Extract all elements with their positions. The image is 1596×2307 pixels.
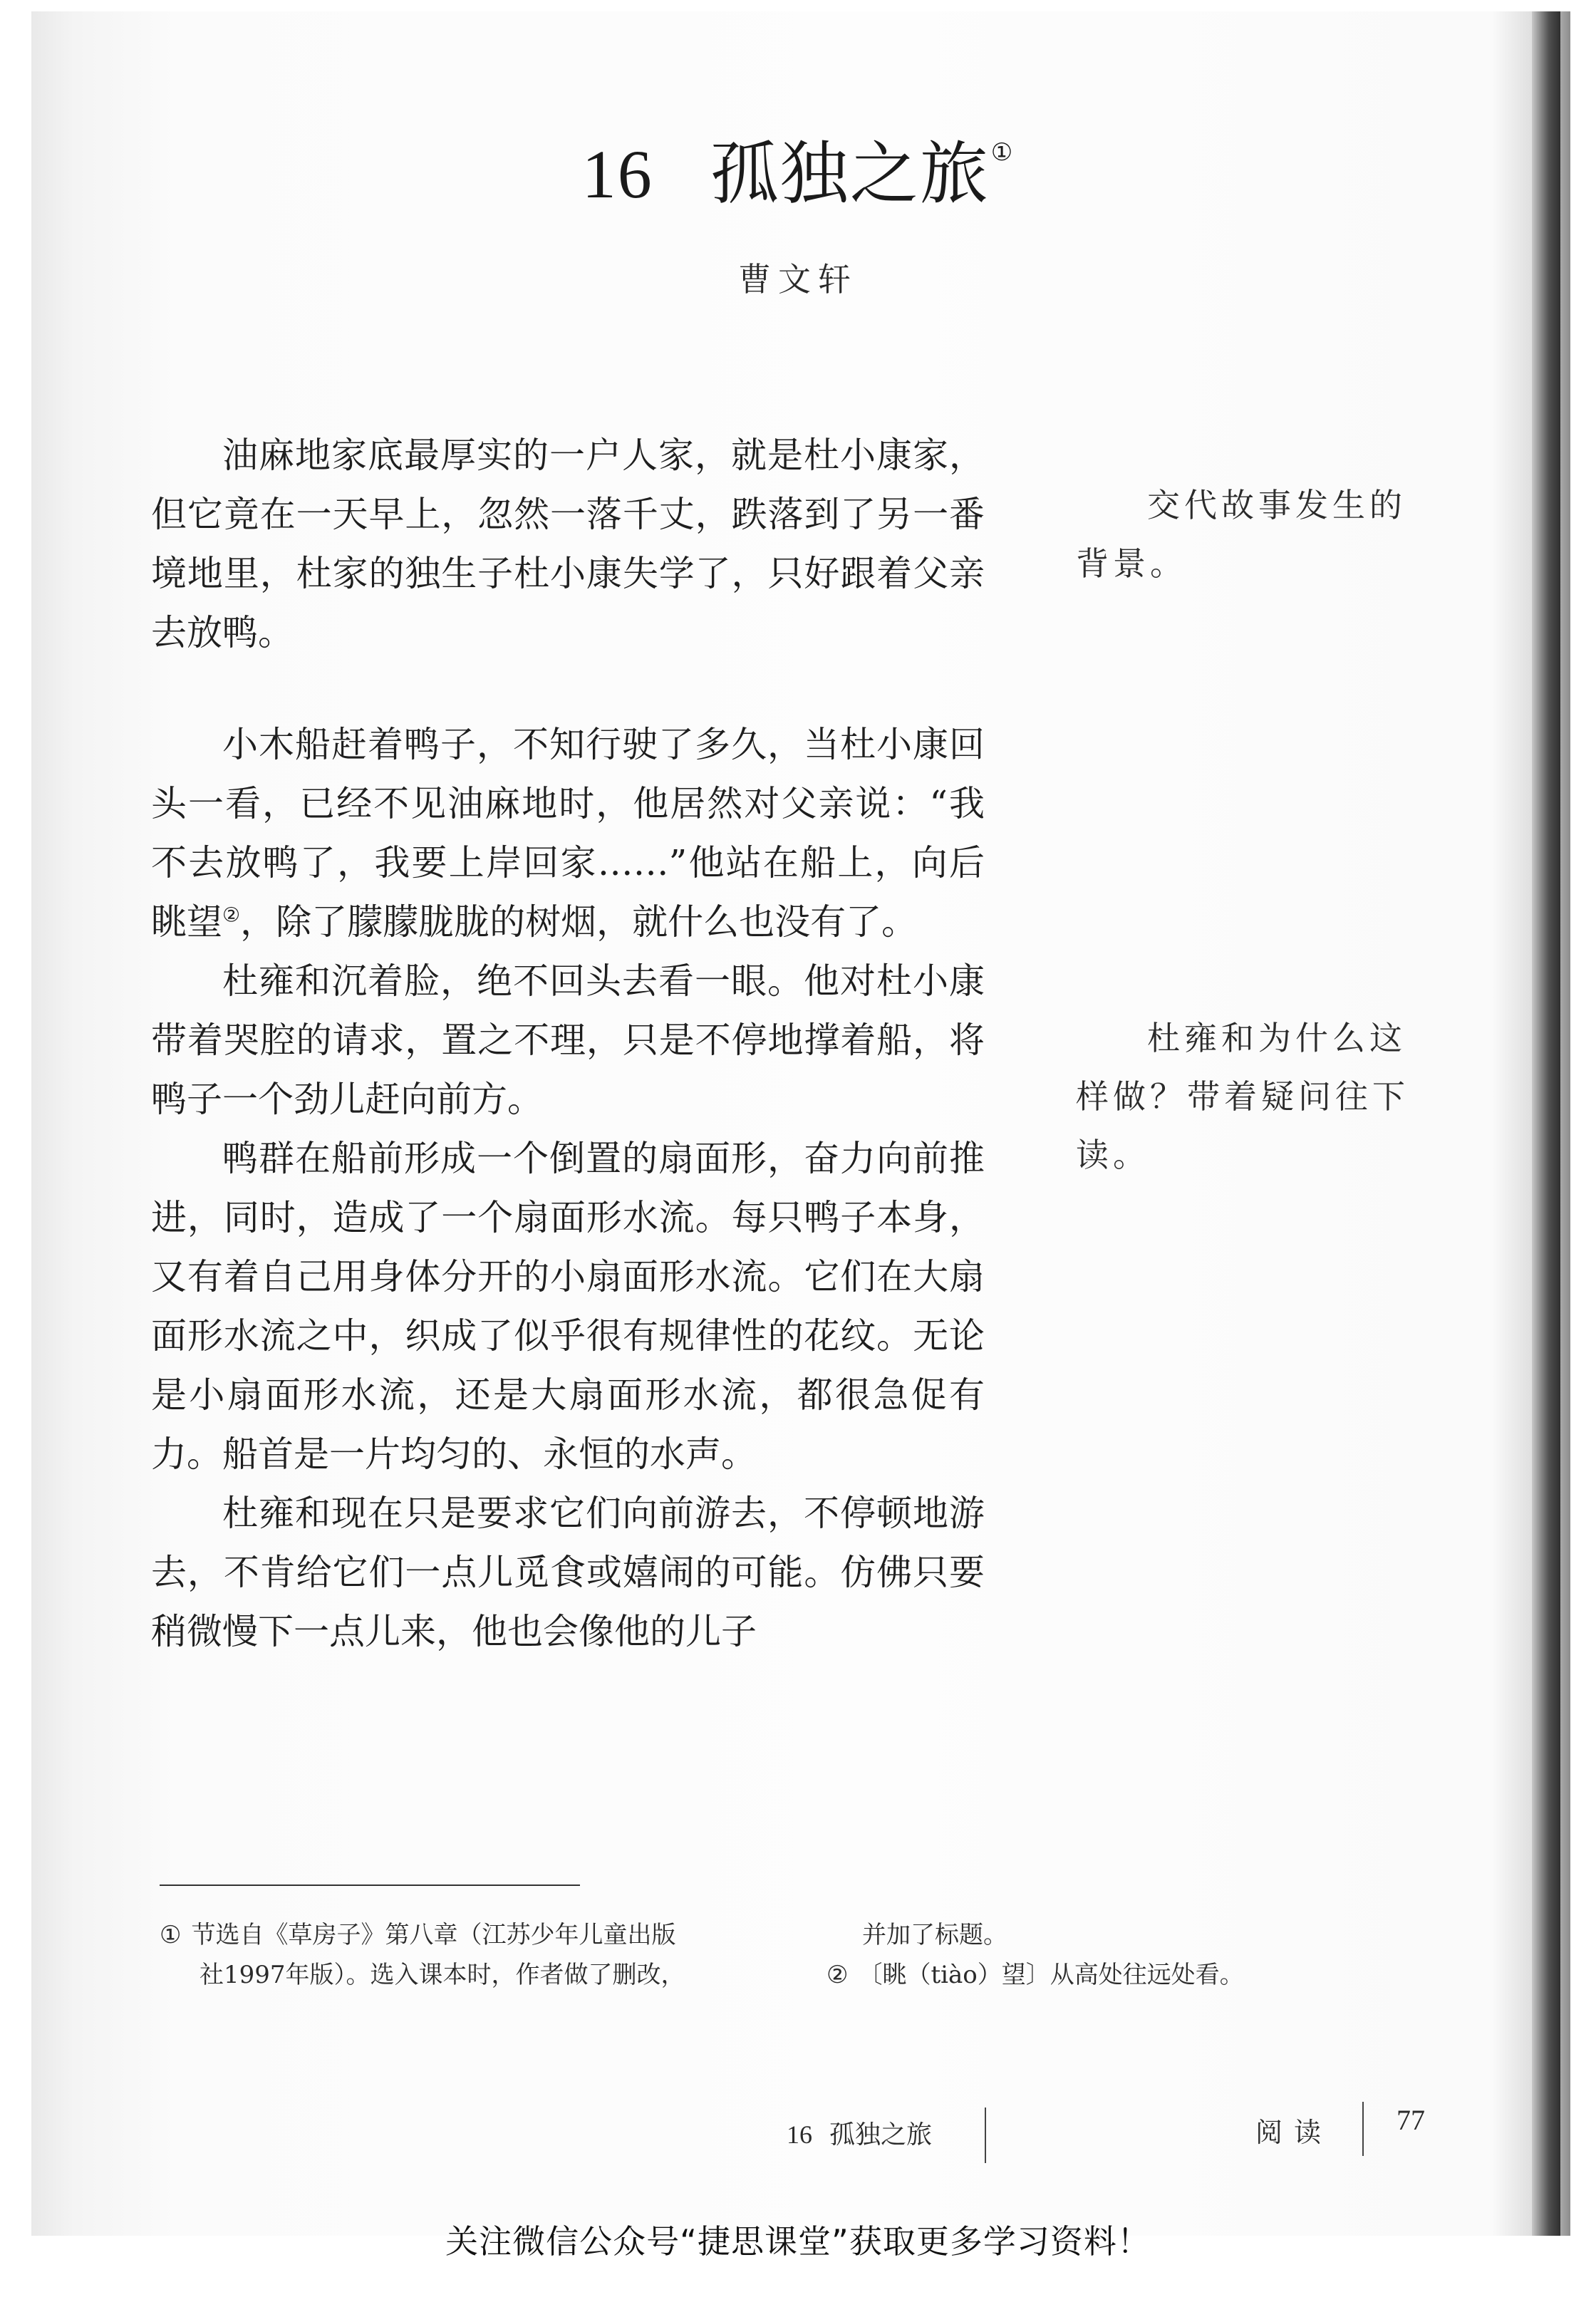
margin-note-1: 交代故事发生的背景。: [1076, 486, 1406, 583]
paragraph-3: 杜雍和沉着脸，绝不回头去看一眼。他对杜小康带着哭腔的请求，置之不理，只是不停地撑着船，将鸭子一个劲儿赶向前方。: [151, 960, 985, 1120]
footnote-ref-2: ②: [222, 903, 241, 927]
running-title-number: 16: [787, 2120, 812, 2149]
paragraph-1: 油麻地家底最厚实的一户人家，就是杜小康家，但它竟在一天早上，忽然一落千丈，跌落到了另一番境地里，杜家的独生子杜小康失学了，只好跟着父亲去放鸭。: [151, 435, 985, 653]
page-number-divider: [1362, 2102, 1364, 2156]
footnote-1-mark: ①: [160, 1921, 182, 1949]
footnote-2-mark: ②: [826, 1961, 849, 1989]
body-text: [151, 426, 985, 1661]
lesson-number: 16: [581, 136, 653, 212]
paragraph-4: 鸭群在船前形成一个倒置的扇面形，奋力向前推进，同时，造成了一个扇面形水流。每只鸭子本身，又有着自己用身体分开的小扇面形水流。它们在大扇面形水流之中，织成了似乎很有规律性的花纹。无论是小扇面形水流，还是大扇面形水流，都很急促有力。船首是一片均匀的、永恒的水声。: [151, 1138, 985, 1475]
running-title-divider: [985, 2108, 986, 2163]
paragraph-2-text: 小木船赶着鸭子，不知行驶了多久，当杜小康回头一看，已经不见油麻地时，他居然对父亲说：“我不去放鸭了，我要上岸回家……”他站在船上，向后眺望: [151, 724, 985, 943]
author-name: 曹文轩: [738, 260, 858, 299]
title-footnote-mark: ①: [990, 138, 1015, 167]
paragraph-2: [151, 715, 985, 952]
running-title: [787, 2115, 932, 2151]
paragraph-2-tail: ，除了朦朦胧胧的树烟，就什么也没有了。: [240, 901, 918, 943]
margin-note-2: 杜雍和为什么这样做？带着疑问往下读。: [1076, 1019, 1409, 1174]
footnote-2-text: 〔眺（tiào）望〕从高处往远处看。: [858, 1961, 1244, 1989]
promo-banner: 关注微信公众号“捷思课堂”获取更多学习资料！: [445, 2222, 1151, 2261]
footnote-1-line-1-text: 节选自《草房子》第八章（江苏少年儿童出版: [191, 1921, 676, 1949]
running-title-text: 孤独之旅: [829, 2120, 933, 2150]
paragraph-5: 杜雍和现在只是要求它们向前游去，不停顿地游去，不肯给它们一点儿觅食或嬉闹的可能。仿佛只要稍微慢下一点儿来，他也会像他的儿子: [151, 1493, 985, 1652]
footnote-1-line-3: 并加了标题。: [862, 1921, 1007, 1949]
book-spine-shadow: [1532, 11, 1560, 2236]
footnote-divider: [160, 1885, 580, 1886]
lesson-title-text: 孤独之旅: [710, 134, 990, 214]
footnote-1-line-2: 社1997年版）。选入课本时，作者做了删改，: [200, 1961, 685, 1989]
page-number: 77: [1396, 2104, 1425, 2136]
section-label: 阅读: [1255, 2117, 1333, 2148]
footnote-1: [160, 1915, 772, 1995]
footnote-2: [826, 1955, 1468, 1995]
footnote-1-line-1: [160, 1915, 772, 1955]
lesson-title: [0, 120, 1596, 217]
